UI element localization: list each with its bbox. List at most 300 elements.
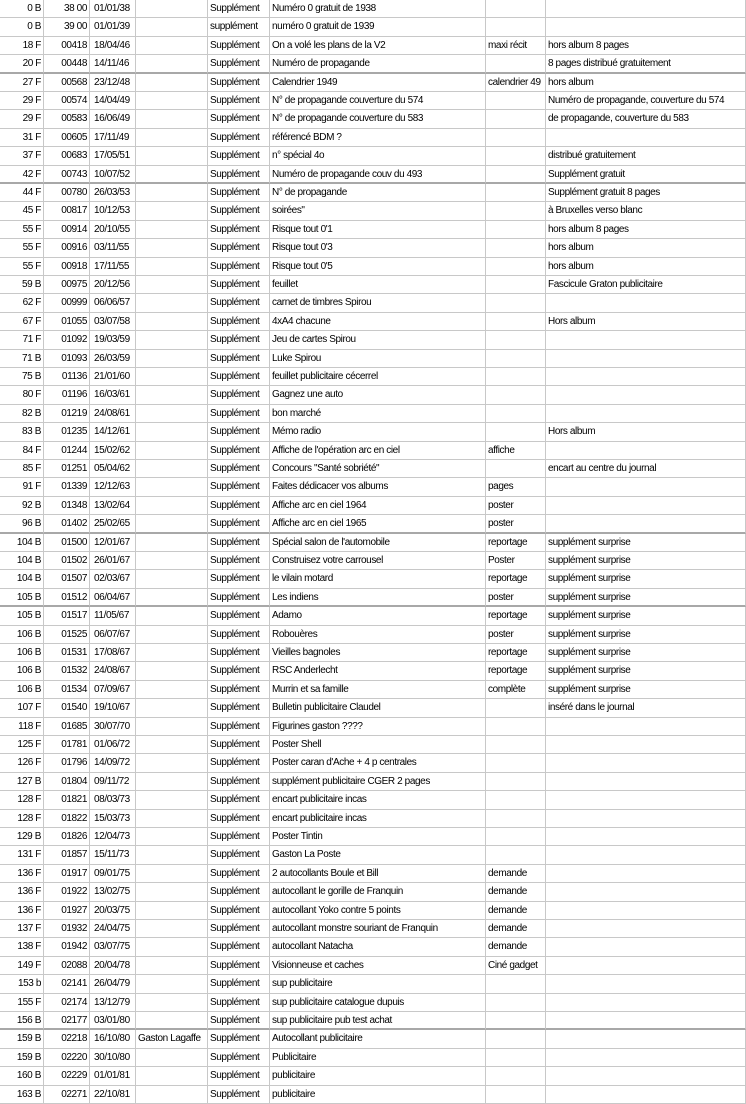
table-cell[interactable]: 00418 <box>44 37 90 55</box>
table-cell[interactable]: 104 B <box>0 570 44 588</box>
table-cell[interactable]: supplément surprise <box>546 644 746 662</box>
table-cell[interactable] <box>546 1086 746 1104</box>
table-cell[interactable]: RSC Anderlecht <box>270 662 486 680</box>
table-cell[interactable]: 42 F <box>0 166 44 184</box>
table-cell[interactable]: 136 F <box>0 902 44 920</box>
table-cell[interactable]: 59 B <box>0 276 44 294</box>
table-cell[interactable] <box>546 368 746 386</box>
table-cell[interactable] <box>486 405 546 423</box>
table-cell[interactable] <box>136 92 208 110</box>
table-cell[interactable] <box>136 828 208 846</box>
table-cell[interactable]: 21/01/60 <box>90 368 136 386</box>
table-cell[interactable]: 24/08/67 <box>90 662 136 680</box>
table-cell[interactable] <box>136 589 208 607</box>
table-cell[interactable]: 02220 <box>44 1049 90 1067</box>
table-cell[interactable]: 05/04/62 <box>90 460 136 478</box>
table-cell[interactable]: Supplément gratuit 8 pages <box>546 184 746 202</box>
table-cell[interactable]: Concours "Santé sobriété" <box>270 460 486 478</box>
table-cell[interactable]: encart publicitaire incas <box>270 791 486 809</box>
table-cell[interactable]: calendrier 49 <box>486 74 546 92</box>
table-cell[interactable] <box>136 368 208 386</box>
table-cell[interactable]: 01348 <box>44 497 90 515</box>
table-cell[interactable] <box>486 0 546 18</box>
table-cell[interactable] <box>486 166 546 184</box>
table-cell[interactable] <box>136 497 208 515</box>
table-cell[interactable]: Supplément <box>208 589 270 607</box>
table-cell[interactable]: Supplément <box>208 865 270 883</box>
table-cell[interactable]: 01525 <box>44 626 90 644</box>
table-cell[interactable] <box>546 846 746 864</box>
table-cell[interactable]: 22/10/81 <box>90 1086 136 1104</box>
table-cell[interactable]: Supplément <box>208 37 270 55</box>
table-cell[interactable]: Supplément <box>208 202 270 220</box>
table-cell[interactable]: 02088 <box>44 957 90 975</box>
table-cell[interactable]: 16/06/49 <box>90 110 136 128</box>
table-cell[interactable] <box>136 442 208 460</box>
table-cell[interactable]: supplément surprise <box>546 570 746 588</box>
table-cell[interactable]: Supplément <box>208 662 270 680</box>
table-cell[interactable]: 02174 <box>44 994 90 1012</box>
table-cell[interactable]: 01517 <box>44 607 90 625</box>
table-cell[interactable]: 128 F <box>0 810 44 828</box>
table-cell[interactable]: N° de propagande couverture du 574 <box>270 92 486 110</box>
table-cell[interactable]: Poster Tintin <box>270 828 486 846</box>
table-cell[interactable] <box>136 331 208 349</box>
table-cell[interactable] <box>486 92 546 110</box>
table-cell[interactable] <box>546 442 746 460</box>
table-cell[interactable] <box>546 405 746 423</box>
table-cell[interactable]: 38 00 <box>44 0 90 18</box>
table-cell[interactable]: 00448 <box>44 55 90 73</box>
table-cell[interactable]: supplément surprise <box>546 662 746 680</box>
table-cell[interactable]: Gagnez une auto <box>270 386 486 404</box>
table-cell[interactable]: 137 F <box>0 920 44 938</box>
table-cell[interactable]: 20 F <box>0 55 44 73</box>
table-cell[interactable]: 00975 <box>44 276 90 294</box>
table-cell[interactable]: demande <box>486 938 546 956</box>
table-cell[interactable]: 106 B <box>0 662 44 680</box>
table-cell[interactable]: 01/01/38 <box>90 0 136 18</box>
table-cell[interactable] <box>136 699 208 717</box>
table-cell[interactable] <box>136 1012 208 1030</box>
table-cell[interactable]: Supplément <box>208 478 270 496</box>
table-cell[interactable]: 00605 <box>44 129 90 147</box>
table-cell[interactable] <box>486 699 546 717</box>
table-cell[interactable]: sup publicitaire <box>270 975 486 993</box>
table-cell[interactable]: autocollant le gorille de Franquin <box>270 883 486 901</box>
table-cell[interactable]: Supplément <box>208 92 270 110</box>
table-cell[interactable]: Figurines gaston ???? <box>270 718 486 736</box>
table-cell[interactable]: 71 F <box>0 331 44 349</box>
table-cell[interactable]: 01235 <box>44 423 90 441</box>
table-cell[interactable] <box>546 994 746 1012</box>
table-cell[interactable]: 96 B <box>0 515 44 533</box>
table-cell[interactable]: 00916 <box>44 239 90 257</box>
table-cell[interactable]: 19/03/59 <box>90 331 136 349</box>
table-cell[interactable]: 01942 <box>44 938 90 956</box>
table-cell[interactable] <box>546 754 746 772</box>
table-cell[interactable]: 30/07/70 <box>90 718 136 736</box>
table-cell[interactable]: supplément surprise <box>546 607 746 625</box>
table-cell[interactable]: Supplément <box>208 423 270 441</box>
table-cell[interactable]: 00780 <box>44 184 90 202</box>
table-cell[interactable]: Supplément <box>208 607 270 625</box>
table-cell[interactable] <box>136 202 208 220</box>
table-cell[interactable]: 26/03/53 <box>90 184 136 202</box>
table-cell[interactable]: 12/04/73 <box>90 828 136 846</box>
table-cell[interactable] <box>546 718 746 736</box>
table-cell[interactable]: demande <box>486 920 546 938</box>
table-cell[interactable]: 129 B <box>0 828 44 846</box>
table-cell[interactable]: 155 F <box>0 994 44 1012</box>
table-cell[interactable] <box>136 478 208 496</box>
table-cell[interactable]: 75 B <box>0 368 44 386</box>
table-cell[interactable] <box>486 975 546 993</box>
table-cell[interactable]: demande <box>486 883 546 901</box>
table-cell[interactable]: 01822 <box>44 810 90 828</box>
table-cell[interactable]: Supplément <box>208 810 270 828</box>
table-cell[interactable]: 31 F <box>0 129 44 147</box>
table-cell[interactable] <box>546 883 746 901</box>
table-cell[interactable]: 06/07/67 <box>90 626 136 644</box>
table-cell[interactable] <box>546 975 746 993</box>
table-cell[interactable]: reportage <box>486 570 546 588</box>
table-cell[interactable]: reportage <box>486 662 546 680</box>
table-cell[interactable]: 106 B <box>0 644 44 662</box>
table-cell[interactable]: reportage <box>486 607 546 625</box>
table-cell[interactable] <box>136 276 208 294</box>
table-cell[interactable]: 01781 <box>44 736 90 754</box>
table-cell[interactable]: 19/10/67 <box>90 699 136 717</box>
table-cell[interactable]: On a volé les plans de la V2 <box>270 37 486 55</box>
table-cell[interactable] <box>136 534 208 552</box>
table-cell[interactable]: Les indiens <box>270 589 486 607</box>
table-cell[interactable] <box>546 18 746 36</box>
table-cell[interactable]: Affiche arc en ciel 1965 <box>270 515 486 533</box>
table-cell[interactable]: 118 F <box>0 718 44 736</box>
table-cell[interactable]: 26/04/79 <box>90 975 136 993</box>
table-cell[interactable]: 105 B <box>0 589 44 607</box>
table-cell[interactable]: Gaston La Poste <box>270 846 486 864</box>
table-cell[interactable] <box>136 37 208 55</box>
table-cell[interactable]: Supplément <box>208 975 270 993</box>
table-cell[interactable]: 17/08/67 <box>90 644 136 662</box>
table-cell[interactable]: Supplément <box>208 515 270 533</box>
table-cell[interactable]: autocollant Yoko contre 5 points <box>270 902 486 920</box>
table-cell[interactable]: Gaston Lagaffe <box>136 1030 208 1048</box>
table-cell[interactable]: 55 F <box>0 258 44 276</box>
table-cell[interactable]: 06/04/67 <box>90 589 136 607</box>
table-cell[interactable] <box>486 55 546 73</box>
table-cell[interactable]: hors album 8 pages <box>546 37 746 55</box>
table-cell[interactable] <box>136 1086 208 1104</box>
table-cell[interactable]: 01196 <box>44 386 90 404</box>
table-cell[interactable]: 104 B <box>0 534 44 552</box>
table-cell[interactable]: 01339 <box>44 478 90 496</box>
table-cell[interactable] <box>136 239 208 257</box>
table-cell[interactable]: 03/11/55 <box>90 239 136 257</box>
table-cell[interactable]: Supplément <box>208 883 270 901</box>
table-cell[interactable]: 01796 <box>44 754 90 772</box>
table-cell[interactable]: Supplément <box>208 294 270 312</box>
table-cell[interactable]: 01917 <box>44 865 90 883</box>
table-cell[interactable]: Supplément <box>208 1030 270 1048</box>
table-cell[interactable] <box>546 938 746 956</box>
table-cell[interactable]: 92 B <box>0 497 44 515</box>
table-cell[interactable] <box>546 1049 746 1067</box>
table-cell[interactable]: 06/06/57 <box>90 294 136 312</box>
table-cell[interactable]: 01804 <box>44 773 90 791</box>
table-cell[interactable]: 153 b <box>0 975 44 993</box>
table-cell[interactable]: 4xA4 chacune <box>270 313 486 331</box>
table-cell[interactable] <box>546 902 746 920</box>
table-cell[interactable]: 01402 <box>44 515 90 533</box>
table-cell[interactable]: Supplément <box>208 920 270 938</box>
table-cell[interactable]: numéro 0 gratuit de 1939 <box>270 18 486 36</box>
table-cell[interactable]: 127 B <box>0 773 44 791</box>
table-cell[interactable]: Supplément <box>208 1012 270 1030</box>
table-cell[interactable]: 138 F <box>0 938 44 956</box>
table-cell[interactable]: 20/10/55 <box>90 221 136 239</box>
table-cell[interactable]: Supplément <box>208 166 270 184</box>
table-cell[interactable]: 16/03/61 <box>90 386 136 404</box>
table-cell[interactable] <box>136 957 208 975</box>
table-cell[interactable]: demande <box>486 902 546 920</box>
table-cell[interactable] <box>546 386 746 404</box>
table-cell[interactable]: 02141 <box>44 975 90 993</box>
table-cell[interactable]: 01927 <box>44 902 90 920</box>
table-cell[interactable]: 01532 <box>44 662 90 680</box>
table-cell[interactable]: Supplément <box>208 791 270 809</box>
table-cell[interactable]: 26/03/59 <box>90 350 136 368</box>
table-cell[interactable]: pages <box>486 478 546 496</box>
table-cell[interactable]: 01821 <box>44 791 90 809</box>
table-cell[interactable] <box>546 1067 746 1085</box>
table-cell[interactable]: 149 F <box>0 957 44 975</box>
table-cell[interactable]: 17/11/55 <box>90 258 136 276</box>
table-cell[interactable]: 15/11/73 <box>90 846 136 864</box>
table-cell[interactable]: Publicitaire <box>270 1049 486 1067</box>
table-cell[interactable] <box>486 18 546 36</box>
table-cell[interactable] <box>486 110 546 128</box>
table-cell[interactable] <box>136 350 208 368</box>
table-cell[interactable]: 02229 <box>44 1067 90 1085</box>
table-cell[interactable]: publicitaire <box>270 1067 486 1085</box>
table-cell[interactable]: 14/09/72 <box>90 754 136 772</box>
table-cell[interactable]: N° de propagande <box>270 184 486 202</box>
table-cell[interactable] <box>136 552 208 570</box>
table-cell[interactable]: Supplément <box>208 0 270 18</box>
table-cell[interactable] <box>136 570 208 588</box>
table-cell[interactable]: 67 F <box>0 313 44 331</box>
table-cell[interactable]: 00999 <box>44 294 90 312</box>
table-cell[interactable]: distribué gratuitement <box>546 147 746 165</box>
table-cell[interactable] <box>136 626 208 644</box>
table-cell[interactable]: inséré dans le journal <box>546 699 746 717</box>
table-cell[interactable]: 03/07/58 <box>90 313 136 331</box>
table-cell[interactable]: 13/02/75 <box>90 883 136 901</box>
table-cell[interactable] <box>136 681 208 699</box>
table-cell[interactable]: N° de propagande couverture du 583 <box>270 110 486 128</box>
table-cell[interactable] <box>486 1049 546 1067</box>
table-cell[interactable]: 159 B <box>0 1049 44 1067</box>
table-cell[interactable]: Bulletin publicitaire Claudel <box>270 699 486 717</box>
table-cell[interactable]: 83 B <box>0 423 44 441</box>
table-cell[interactable]: 08/03/73 <box>90 791 136 809</box>
table-cell[interactable] <box>136 1067 208 1085</box>
table-cell[interactable] <box>136 258 208 276</box>
table-cell[interactable]: Supplément <box>208 626 270 644</box>
table-cell[interactable]: 125 F <box>0 736 44 754</box>
table-cell[interactable]: 00683 <box>44 147 90 165</box>
table-cell[interactable]: Supplément <box>208 74 270 92</box>
table-cell[interactable]: Supplément <box>208 1067 270 1085</box>
table-cell[interactable] <box>486 423 546 441</box>
table-cell[interactable]: 14/04/49 <box>90 92 136 110</box>
table-cell[interactable]: 17/05/51 <box>90 147 136 165</box>
table-cell[interactable]: Supplément <box>208 994 270 1012</box>
table-cell[interactable] <box>486 276 546 294</box>
table-cell[interactable]: 16/10/80 <box>90 1030 136 1048</box>
table-cell[interactable]: Supplément <box>208 386 270 404</box>
table-cell[interactable]: 00817 <box>44 202 90 220</box>
table-cell[interactable]: Supplément <box>208 570 270 588</box>
table-cell[interactable] <box>486 368 546 386</box>
table-cell[interactable]: à Bruxelles verso blanc <box>546 202 746 220</box>
table-cell[interactable]: Supplément <box>208 350 270 368</box>
table-cell[interactable]: Supplément <box>208 1049 270 1067</box>
table-cell[interactable]: Ciné gadget <box>486 957 546 975</box>
table-cell[interactable]: Risque tout 0'3 <box>270 239 486 257</box>
table-cell[interactable]: 00914 <box>44 221 90 239</box>
table-cell[interactable]: 15/02/62 <box>90 442 136 460</box>
table-cell[interactable] <box>136 902 208 920</box>
table-cell[interactable]: 01512 <box>44 589 90 607</box>
table-cell[interactable]: 27 F <box>0 74 44 92</box>
table-cell[interactable]: Supplément <box>208 276 270 294</box>
table-cell[interactable]: 2 autocollants Boule et Bill <box>270 865 486 883</box>
table-cell[interactable] <box>136 846 208 864</box>
table-cell[interactable]: 01136 <box>44 368 90 386</box>
table-cell[interactable]: Jeu de cartes Spirou <box>270 331 486 349</box>
table-cell[interactable] <box>136 810 208 828</box>
table-cell[interactable]: 14/11/46 <box>90 55 136 73</box>
table-cell[interactable]: de propagande, couverture du 583 <box>546 110 746 128</box>
table-cell[interactable]: 12/12/63 <box>90 478 136 496</box>
table-cell[interactable]: Supplément <box>208 221 270 239</box>
table-cell[interactable]: 00743 <box>44 166 90 184</box>
table-cell[interactable]: 13/12/79 <box>90 994 136 1012</box>
table-cell[interactable]: 44 F <box>0 184 44 202</box>
table-cell[interactable]: Luke Spirou <box>270 350 486 368</box>
table-cell[interactable] <box>136 74 208 92</box>
table-cell[interactable]: Supplément <box>208 754 270 772</box>
table-cell[interactable]: 55 F <box>0 239 44 257</box>
table-cell[interactable] <box>136 644 208 662</box>
table-cell[interactable]: Autocollant publicitaire <box>270 1030 486 1048</box>
table-cell[interactable]: supplément surprise <box>546 534 746 552</box>
table-cell[interactable]: 163 B <box>0 1086 44 1104</box>
table-cell[interactable] <box>136 975 208 993</box>
table-cell[interactable] <box>136 313 208 331</box>
table-cell[interactable]: 11/05/67 <box>90 607 136 625</box>
table-cell[interactable] <box>136 1049 208 1067</box>
table-cell[interactable]: 104 B <box>0 552 44 570</box>
table-cell[interactable]: 01857 <box>44 846 90 864</box>
table-cell[interactable]: Supplément <box>208 313 270 331</box>
table-cell[interactable]: 02218 <box>44 1030 90 1048</box>
table-cell[interactable]: 01055 <box>44 313 90 331</box>
table-cell[interactable]: 01922 <box>44 883 90 901</box>
table-cell[interactable]: 37 F <box>0 147 44 165</box>
table-cell[interactable]: 01251 <box>44 460 90 478</box>
table-cell[interactable] <box>546 736 746 754</box>
table-cell[interactable] <box>546 129 746 147</box>
table-cell[interactable] <box>546 920 746 938</box>
table-cell[interactable]: 71 B <box>0 350 44 368</box>
table-cell[interactable]: 24/04/75 <box>90 920 136 938</box>
table-cell[interactable] <box>486 1067 546 1085</box>
table-cell[interactable]: Poster Shell <box>270 736 486 754</box>
table-cell[interactable] <box>136 938 208 956</box>
table-cell[interactable]: 0 B <box>0 0 44 18</box>
table-cell[interactable]: 10/12/53 <box>90 202 136 220</box>
table-cell[interactable]: Calendrier 1949 <box>270 74 486 92</box>
table-cell[interactable] <box>136 718 208 736</box>
table-cell[interactable]: supplément <box>208 18 270 36</box>
table-cell[interactable]: Risque tout 0'5 <box>270 258 486 276</box>
table-cell[interactable] <box>486 258 546 276</box>
table-cell[interactable]: Construisez votre carrousel <box>270 552 486 570</box>
table-cell[interactable]: Vieilles bagnoles <box>270 644 486 662</box>
table-cell[interactable]: 126 F <box>0 754 44 772</box>
table-cell[interactable]: sup publicitaire catalogue dupuis <box>270 994 486 1012</box>
table-cell[interactable] <box>486 239 546 257</box>
table-cell[interactable]: 20/12/56 <box>90 276 136 294</box>
table-cell[interactable]: 14/12/61 <box>90 423 136 441</box>
table-cell[interactable] <box>546 331 746 349</box>
table-cell[interactable]: complète <box>486 681 546 699</box>
table-cell[interactable] <box>136 515 208 533</box>
table-cell[interactable]: Visionneuse et caches <box>270 957 486 975</box>
table-cell[interactable]: 01/01/81 <box>90 1067 136 1085</box>
table-cell[interactable]: Supplément <box>208 331 270 349</box>
table-cell[interactable]: Affiche de l'opération arc en ciel <box>270 442 486 460</box>
table-cell[interactable]: 105 B <box>0 607 44 625</box>
table-cell[interactable]: supplément surprise <box>546 681 746 699</box>
table-cell[interactable] <box>136 754 208 772</box>
table-cell[interactable]: 107 F <box>0 699 44 717</box>
table-cell[interactable]: Risque tout 0'1 <box>270 221 486 239</box>
table-cell[interactable]: 136 F <box>0 865 44 883</box>
table-cell[interactable]: hors album <box>546 74 746 92</box>
table-cell[interactable]: 128 F <box>0 791 44 809</box>
table-cell[interactable] <box>486 147 546 165</box>
table-cell[interactable] <box>486 221 546 239</box>
table-cell[interactable]: 01092 <box>44 331 90 349</box>
table-cell[interactable]: Spécial salon de l'automobile <box>270 534 486 552</box>
table-cell[interactable]: Adamo <box>270 607 486 625</box>
table-cell[interactable] <box>486 1086 546 1104</box>
table-cell[interactable]: 09/11/72 <box>90 773 136 791</box>
table-cell[interactable]: 18 F <box>0 37 44 55</box>
table-cell[interactable]: feuillet publicitaire cécerrel <box>270 368 486 386</box>
table-cell[interactable]: 01932 <box>44 920 90 938</box>
table-cell[interactable] <box>546 294 746 312</box>
table-cell[interactable]: supplément surprise <box>546 552 746 570</box>
table-cell[interactable]: 62 F <box>0 294 44 312</box>
table-cell[interactable]: affiche <box>486 442 546 460</box>
